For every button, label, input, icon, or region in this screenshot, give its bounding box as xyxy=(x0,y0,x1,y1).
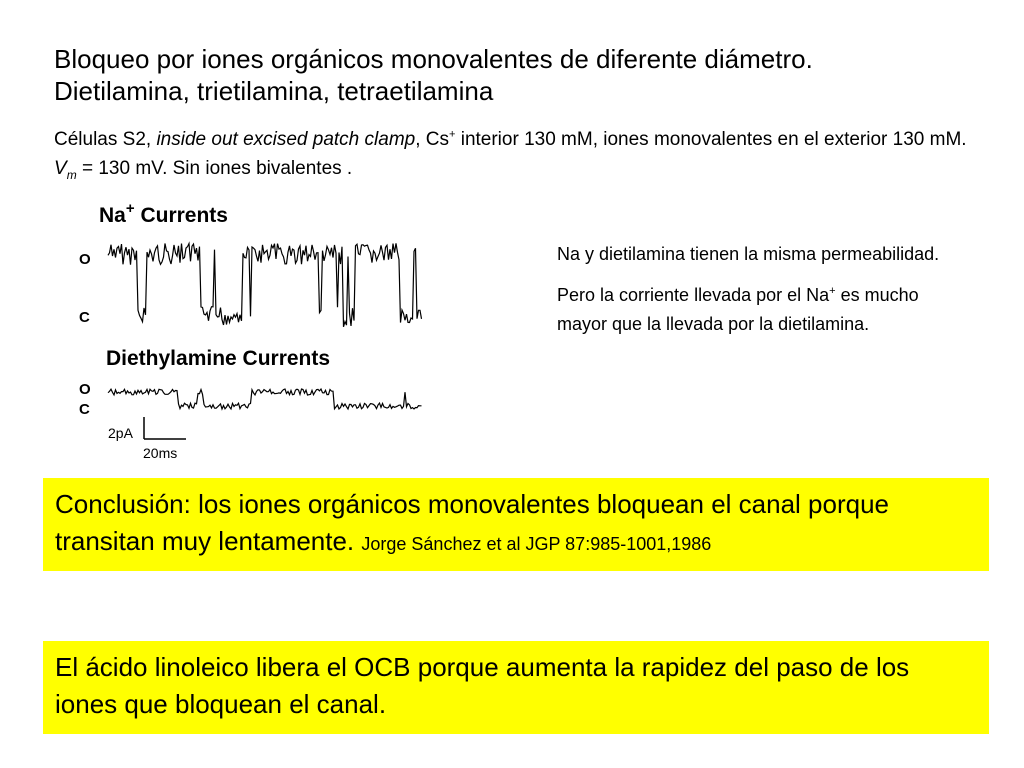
conclusion-reference: Jorge Sánchez et al JGP 87:985-1001,1986 xyxy=(361,534,712,554)
diethylamine-closed-level-label: C xyxy=(79,401,90,418)
conclusion-box xyxy=(43,478,989,571)
scale-bar-current-label: 2pA xyxy=(108,425,133,441)
side-note-paragraph-2 xyxy=(557,281,967,339)
diethylamine-currents-label: Diethylamine Currents xyxy=(106,347,331,370)
na-closed-level-label: C xyxy=(79,309,90,326)
na-currents-label: Na+ Currents xyxy=(99,200,228,227)
na-open-level-label: O xyxy=(79,251,91,268)
side-note-text-a: Pero la corriente llevada por el Na xyxy=(557,285,830,305)
na-superscript: + xyxy=(829,285,836,297)
conditions-text-1: Células S2, xyxy=(54,129,157,150)
traces-svg xyxy=(70,192,450,464)
slide-title xyxy=(54,43,994,107)
na-current-trace xyxy=(108,243,422,327)
cs-superscript: + xyxy=(449,128,456,141)
linoleic-acid-box xyxy=(43,641,989,734)
experimental-conditions xyxy=(54,125,984,183)
title-line-2: Dietilamina, trietilamina, tetraetilamina xyxy=(54,76,494,106)
conclusion-text: Conclusión: los iones orgánicos monovalentes bloquean el canal porque transitan muy lentamente. xyxy=(55,489,889,556)
diethylamine-open-level-label: O xyxy=(79,381,91,398)
conditions-italic: inside out excised patch clamp xyxy=(156,129,416,150)
conditions-text-4: = 130 mV. Sin iones bivalentes . xyxy=(76,158,353,179)
side-note-paragraph-1: Na y dietilamina tienen la misma permeabilidad. xyxy=(557,244,940,264)
vm-subscript: m xyxy=(66,167,77,182)
vm-symbol: V xyxy=(54,158,67,179)
side-note-text-b: es mucho mayor que la llevada por la dietilamina. xyxy=(557,285,919,334)
linoleic-acid-text: El ácido linoleico libera el OCB porque aumenta la rapidez del paso de los iones que bloquean el canal. xyxy=(55,652,910,719)
current-traces-figure xyxy=(70,192,450,464)
scale-bar-time-label: 20ms xyxy=(143,445,178,461)
side-note xyxy=(557,240,967,351)
diethylamine-current-trace xyxy=(108,389,422,409)
conditions-text-3: interior 130 mM, iones monovalentes en el exterior 130 mM. xyxy=(455,129,967,150)
conditions-text-2: , Cs xyxy=(415,129,449,150)
title-line-1: Bloqueo por iones orgánicos monovalentes de diferente diámetro. xyxy=(54,44,813,74)
